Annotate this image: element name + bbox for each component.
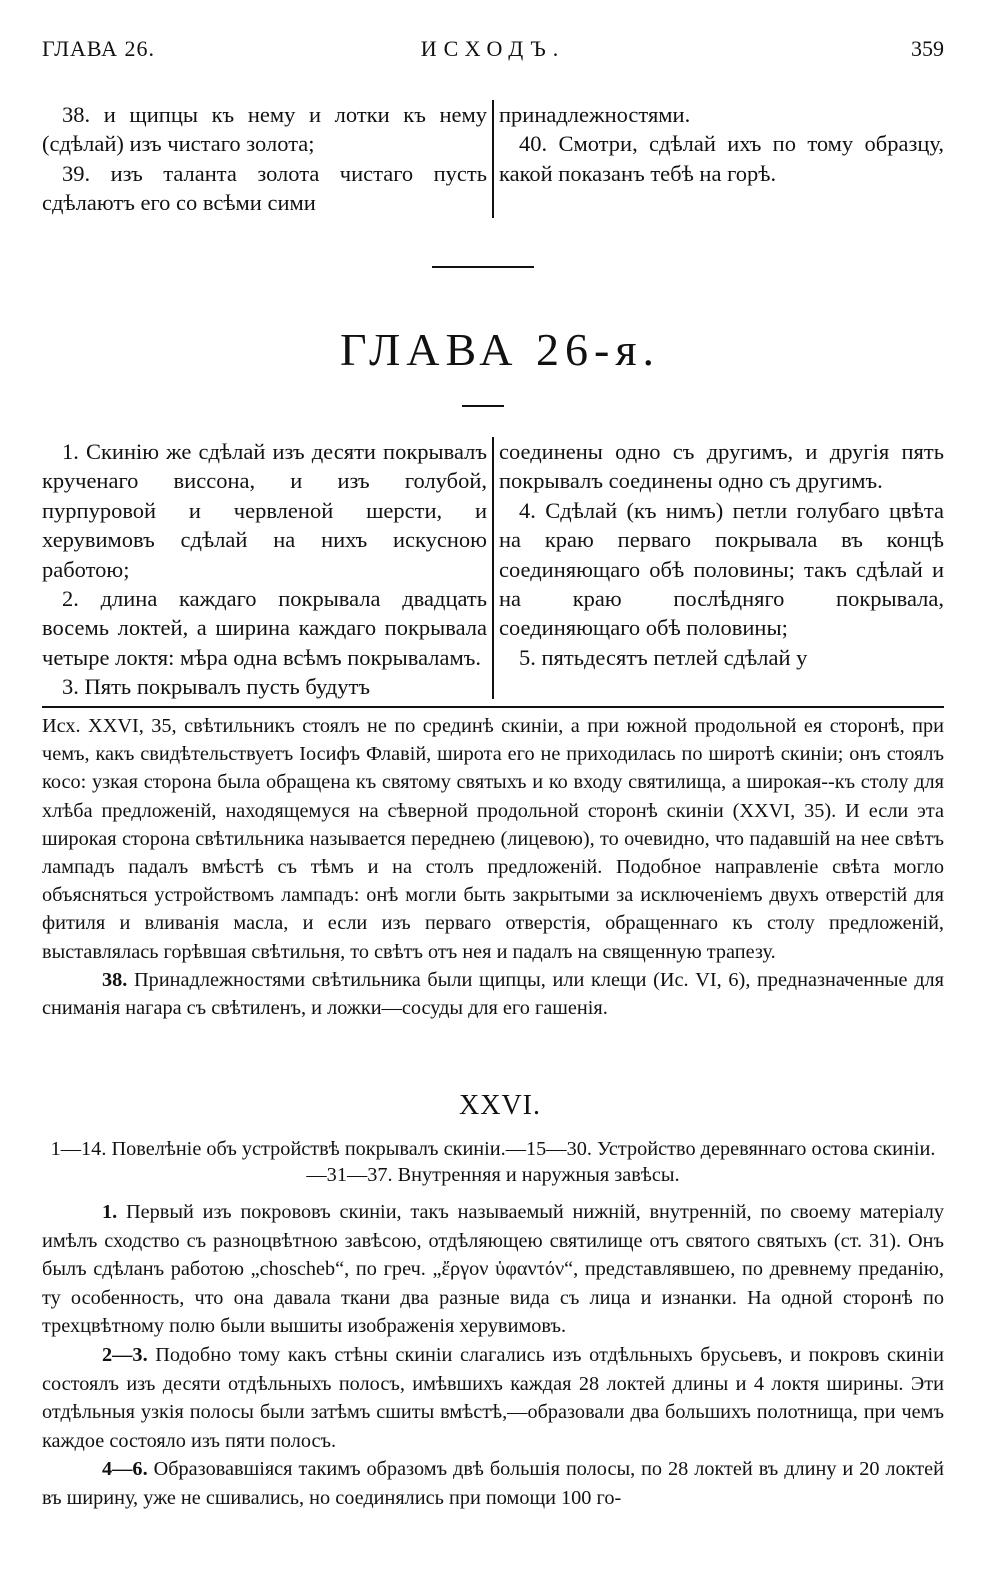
divider-rule (462, 405, 504, 407)
commentary-paragraph (42, 966, 944, 1022)
commentary-text: Первый изъ покрововъ скиніи, такъ называемый нижній, внутренній, по своему матеріалу имѣлъ сходство съ разноцвѣтною завѣсою, отдѣляющею святилище отъ святого святыхъ (ст. 31). Онъ былъ сдѣланъ работою „choscheb“, по греч. „ἔργον ὑφαντόν“, представлявшею, по древнему преданію, ту особенность, что она давала ткани два разные вида съ лица и изнанки. На одной сторонѣ по трехцвѣтному полю были вышиты изображенія херувимовъ. (42, 1201, 944, 1338)
section-number: XXVI. (459, 1090, 541, 1121)
verse-5: 5. пятьдесятъ петлей сдѣлай у (519, 644, 808, 670)
commentary-paragraph (42, 712, 944, 966)
commentary-paragraph (42, 1455, 944, 1512)
chapter-verse-columns (42, 437, 944, 699)
verse-38: 38. и щипцы къ нему и лотки къ нему (сдѣлай) изъ чистаго золота; (42, 102, 487, 157)
commentary-block (42, 712, 944, 1022)
chapter-right-column (499, 437, 944, 699)
top-verse-columns (42, 100, 944, 218)
verse-39-continuation: принадлежностями. (499, 102, 691, 127)
commentary-paragraph (42, 1198, 944, 1341)
page-number: 359 (911, 36, 944, 61)
chapter-label: ГЛАВА 26. (42, 36, 156, 61)
commentary-lead: 38. (102, 968, 128, 991)
column-divider (492, 437, 494, 699)
commentary-text: Исх. XXVI, 35, свѣтильникъ стоялъ не по срединѣ скиніи, а при южной продольной ея сторонѣ, при чемъ, какъ свидѣтельствуетъ Іосифъ Флавій, широта его не приходилась по широтѣ скиніи; онъ стоялъ косо: узкая сторона была обращена къ святому святыхъ и ко входу святилища, а широкая--къ столу для хлѣба предложеній, находящемуся на сѣверной продольной сторонѣ скиніи (XXVI, 35). И если эта широкая сторона свѣтильника называется переднею (лицевою), то очевидно, что падавшій на нее свѣтъ лампадъ падалъ вмѣстѣ съ тѣмъ и на столъ предложеній. Подобное направленіе свѣта могло объясняться устройствомъ лампадъ: онѣ могли быть закрытыми за исключеніемъ двухъ отверстій для фитиля и вливанія масла, и если изъ перваго отверстія, обращеннаго къ столу предложеній, выставлялась горѣвшая свѣтильня, то свѣтъ отъ нея и падалъ на священную трапезу. (42, 715, 944, 963)
commentary-block-2 (42, 1198, 944, 1513)
running-head (42, 36, 944, 70)
verse-3-continuation: соединены одно съ другимъ, и другія пять покрывалъ соединены одно съ другимъ. (499, 439, 944, 494)
commentary-lead: 1. (102, 1201, 118, 1223)
commentary-paragraph (42, 1341, 944, 1455)
book-title: ИСХОДЪ. (420, 36, 566, 61)
column-divider (492, 100, 494, 218)
section-summary: 1—14. Повелѣніе объ устройствѣ покрывалъ скиніи.—15—30. Устройство деревяннаго остова скиніи.—31—37. Внутренняя и наружныя завѣсы. (50, 1138, 936, 1186)
top-right-column (499, 100, 944, 218)
chapter-left-column (42, 437, 487, 699)
commentary-separator (42, 706, 944, 708)
chapter-title: ГЛАВА 26-я. (339, 324, 661, 375)
top-left-column (42, 100, 487, 218)
verse-40: 40. Смотри, сдѣлай ихъ по тому образцу, какой показанъ тебѣ на горѣ. (499, 131, 944, 186)
commentary-lead: 4—6. (102, 1458, 148, 1481)
verse-1: 1. Скинію же сдѣлай изъ десяти покрывалъ крученаго виссона, и изъ голубой, пурпуровой и червленой шерсти, и херувимовъ сдѣлай на нихъ искусною работою; (42, 439, 487, 582)
commentary-text: Образовавшіяся такимъ образомъ двѣ большія полосы, по 28 локтей въ длину и 20 локтей въ ширину, уже не сшивались, но соединялись при помощи 100 го- (42, 1458, 944, 1509)
verse-3: 3. Пять покрывалъ пусть будутъ (62, 674, 370, 699)
verse-2: 2. длина каждаго покрывала двадцать восемь локтей, а ширина каждаго покрывала четыре локтя: мѣра одна всѣмъ покрываламъ. (42, 586, 487, 670)
commentary-lead: 2—3. (102, 1343, 148, 1366)
divider-rule (432, 266, 534, 268)
verse-39: 39. изъ таланта золота чистаго пусть сдѣлаютъ его со всѣми сими (42, 160, 487, 216)
verse-4: 4. Сдѣлай (къ нимъ) петли голубаго цвѣта на краю перваго покрывала въ концѣ соединяющаго обѣ половины; такъ сдѣлай и на краю послѣдняго покрывала, соединяющаго обѣ половины; (499, 497, 944, 641)
commentary-text: Принадлежностями свѣтильника были щипцы, или клещи (Ис. VI, 6), предназначенные для сниманія нагара съ свѣтиленъ, и ложки—сосуды для его гашенія. (42, 968, 944, 1020)
commentary-text: Подобно тому какъ стѣны скиніи слагались изъ отдѣльныхъ брусьевъ, и покровъ скиніи состоялъ изъ десяти отдѣльныхъ полосъ, имѣвшихъ каждая 28 локтей длины и 4 локтя ширины. Эти отдѣльныя узкія полосы были затѣмъ сшиты вмѣстѣ,—образовали два большихъ полотнища, при чемъ каждое состояло изъ пяти полосъ. (42, 1343, 944, 1452)
